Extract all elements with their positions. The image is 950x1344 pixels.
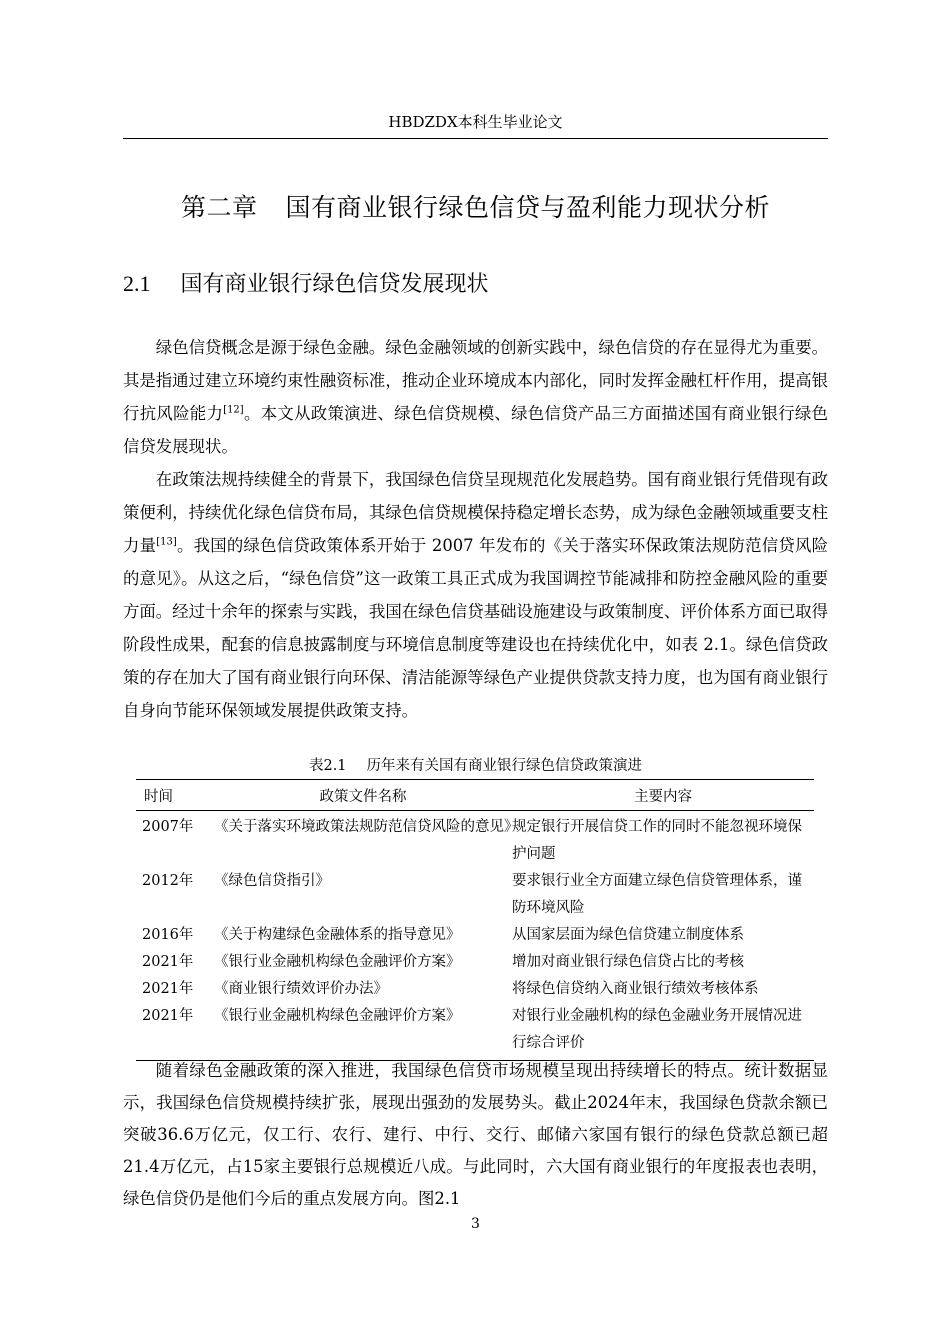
cell-year: 2007年	[142, 819, 194, 835]
cell-document: 《银行业金融机构绿色金融评价方案》	[214, 1003, 512, 1061]
table-row	[136, 1003, 814, 1061]
cell-content: 对银行业金融机构的绿色金融业务开展情况进行综合评价	[512, 1003, 814, 1061]
cell-content: 要求银行业全方面建立绿色信贷管理体系，谨防环境风险	[512, 873, 802, 916]
header-content: 主要内容	[512, 780, 814, 811]
paragraph-3: 随着绿色金融政策的深入推进，我国绿色信贷市场规模呈现出持续增长的特点。统计数据显示，我国绿色信贷规模持续扩张，展现出强劲的发展势头。截止2024年末，我国绿色贷款余额已突破36.6万亿元，仅工行、农行、建行、中行、交行、邮储六家国有银行的绿色贷款总额已超21.4万亿元，占15家主要银行总规模近八成。与此同时，六大国有商业银行的年度报表也表明，绿色信贷仍是他们今后的重点发展方向。图2.1	[123, 1061, 828, 1208]
table-header-row	[136, 780, 814, 811]
cell-year: 2021年	[142, 954, 194, 970]
section-number: 2.1	[123, 271, 151, 296]
citation-12: [12]	[223, 404, 244, 416]
citation-13: [13]	[156, 536, 177, 548]
cell-year: 2012年	[142, 873, 194, 889]
paragraph-1	[123, 331, 828, 463]
paragraph-1-text-a: 绿色信贷概念是源于绿色金融。绿色金融领域的创新实践中，绿色信贷的存在显得尤为重要。其是指通过建立环境约束性融资标准，推动企业环境成本内部化，同时发挥金融杠杆作用，提高银行抗风险能力	[123, 338, 828, 423]
table-row	[136, 949, 814, 976]
cell-document: 《关于构建绿色金融体系的指导意见》	[214, 927, 461, 943]
section-heading	[123, 266, 828, 303]
paragraph-1-text-b: 。本文从政策演进、绿色信贷规模、绿色信贷产品三方面描述国有商业银行绿色信贷发展现状。	[123, 404, 829, 456]
chapter-title	[123, 188, 828, 228]
cell-content: 将绿色信贷纳入商业银行绩效考核体系	[512, 981, 759, 997]
chapter-title-text: 国有商业银行绿色信贷与盈利能力现状分析	[285, 193, 771, 222]
body-text-intro	[123, 331, 828, 727]
table-caption-number: 表2.1	[308, 758, 347, 774]
page-header	[123, 112, 828, 139]
table-row	[136, 976, 814, 1003]
table-row	[136, 868, 814, 922]
table-caption	[123, 755, 828, 777]
header-title: HBDZDX本科生毕业论文	[388, 113, 563, 131]
table-row	[136, 922, 814, 949]
header-time: 时间	[136, 780, 214, 811]
cell-year: 2021年	[136, 1003, 214, 1061]
table-caption-text: 历年来有关国有商业银行绿色信贷政策演进	[366, 758, 643, 774]
section-title: 国有商业银行绿色信贷发展现状	[180, 272, 489, 297]
cell-document: 《关于落实环境政策法规防范信贷风险的意见》	[214, 819, 519, 835]
paragraph-2-text-a: 在政策法规持续健全的背景下，我国绿色信贷呈现规范化发展趋势。国有商业银行凭借现有政策便利，持续优化绿色信贷布局，其绿色信贷规模保持稳定增长态势，成为绿色金融领域重要支柱力量	[123, 470, 828, 555]
cell-document: 《商业银行绩效评价办法》	[214, 981, 388, 997]
header-document: 政策文件名称	[214, 780, 512, 811]
table-row	[136, 811, 814, 869]
body-text-after-table	[123, 1055, 828, 1215]
policy-table	[136, 779, 814, 1061]
page-number: 3	[471, 1216, 480, 1232]
chapter-label: 第二章	[180, 193, 258, 222]
paragraph-2-text-b: 。我国的绿色信贷政策体系开始于 2007 年发布的《关于落实环保政策法规防范信贷风险的意见》。从这之后，“绿色信贷”这一政策工具正式成为我国调控节能减排和防控金融风险的重要方面。经过十余年的探索与实践，我国在绿色信贷基础设施建设与政策制度、评价体系方面已取得阶段性成果，配套的信息披露制度与环境信息制度等建设也在持续优化中，如表 2.1。绿色信贷政策的存在加大了国有商业银行向环保、清洁能源等绿色产业提供贷款支持力度，也为国有商业银行自身向节能环保领域发展提供政策支持。	[123, 536, 829, 720]
cell-document: 《绿色信贷指引》	[214, 873, 330, 889]
cell-content: 从国家层面为绿色信贷建立制度体系	[512, 927, 744, 943]
cell-year: 2021年	[142, 981, 194, 997]
cell-document: 《银行业金融机构绿色金融评价方案》	[214, 954, 461, 970]
cell-content: 增加对商业银行绿色信贷占比的考核	[512, 954, 744, 970]
paragraph-2	[123, 463, 828, 727]
cell-year: 2016年	[142, 927, 194, 943]
cell-content: 规定银行开展信贷工作的同时不能忽视环境保护问题	[512, 819, 802, 862]
